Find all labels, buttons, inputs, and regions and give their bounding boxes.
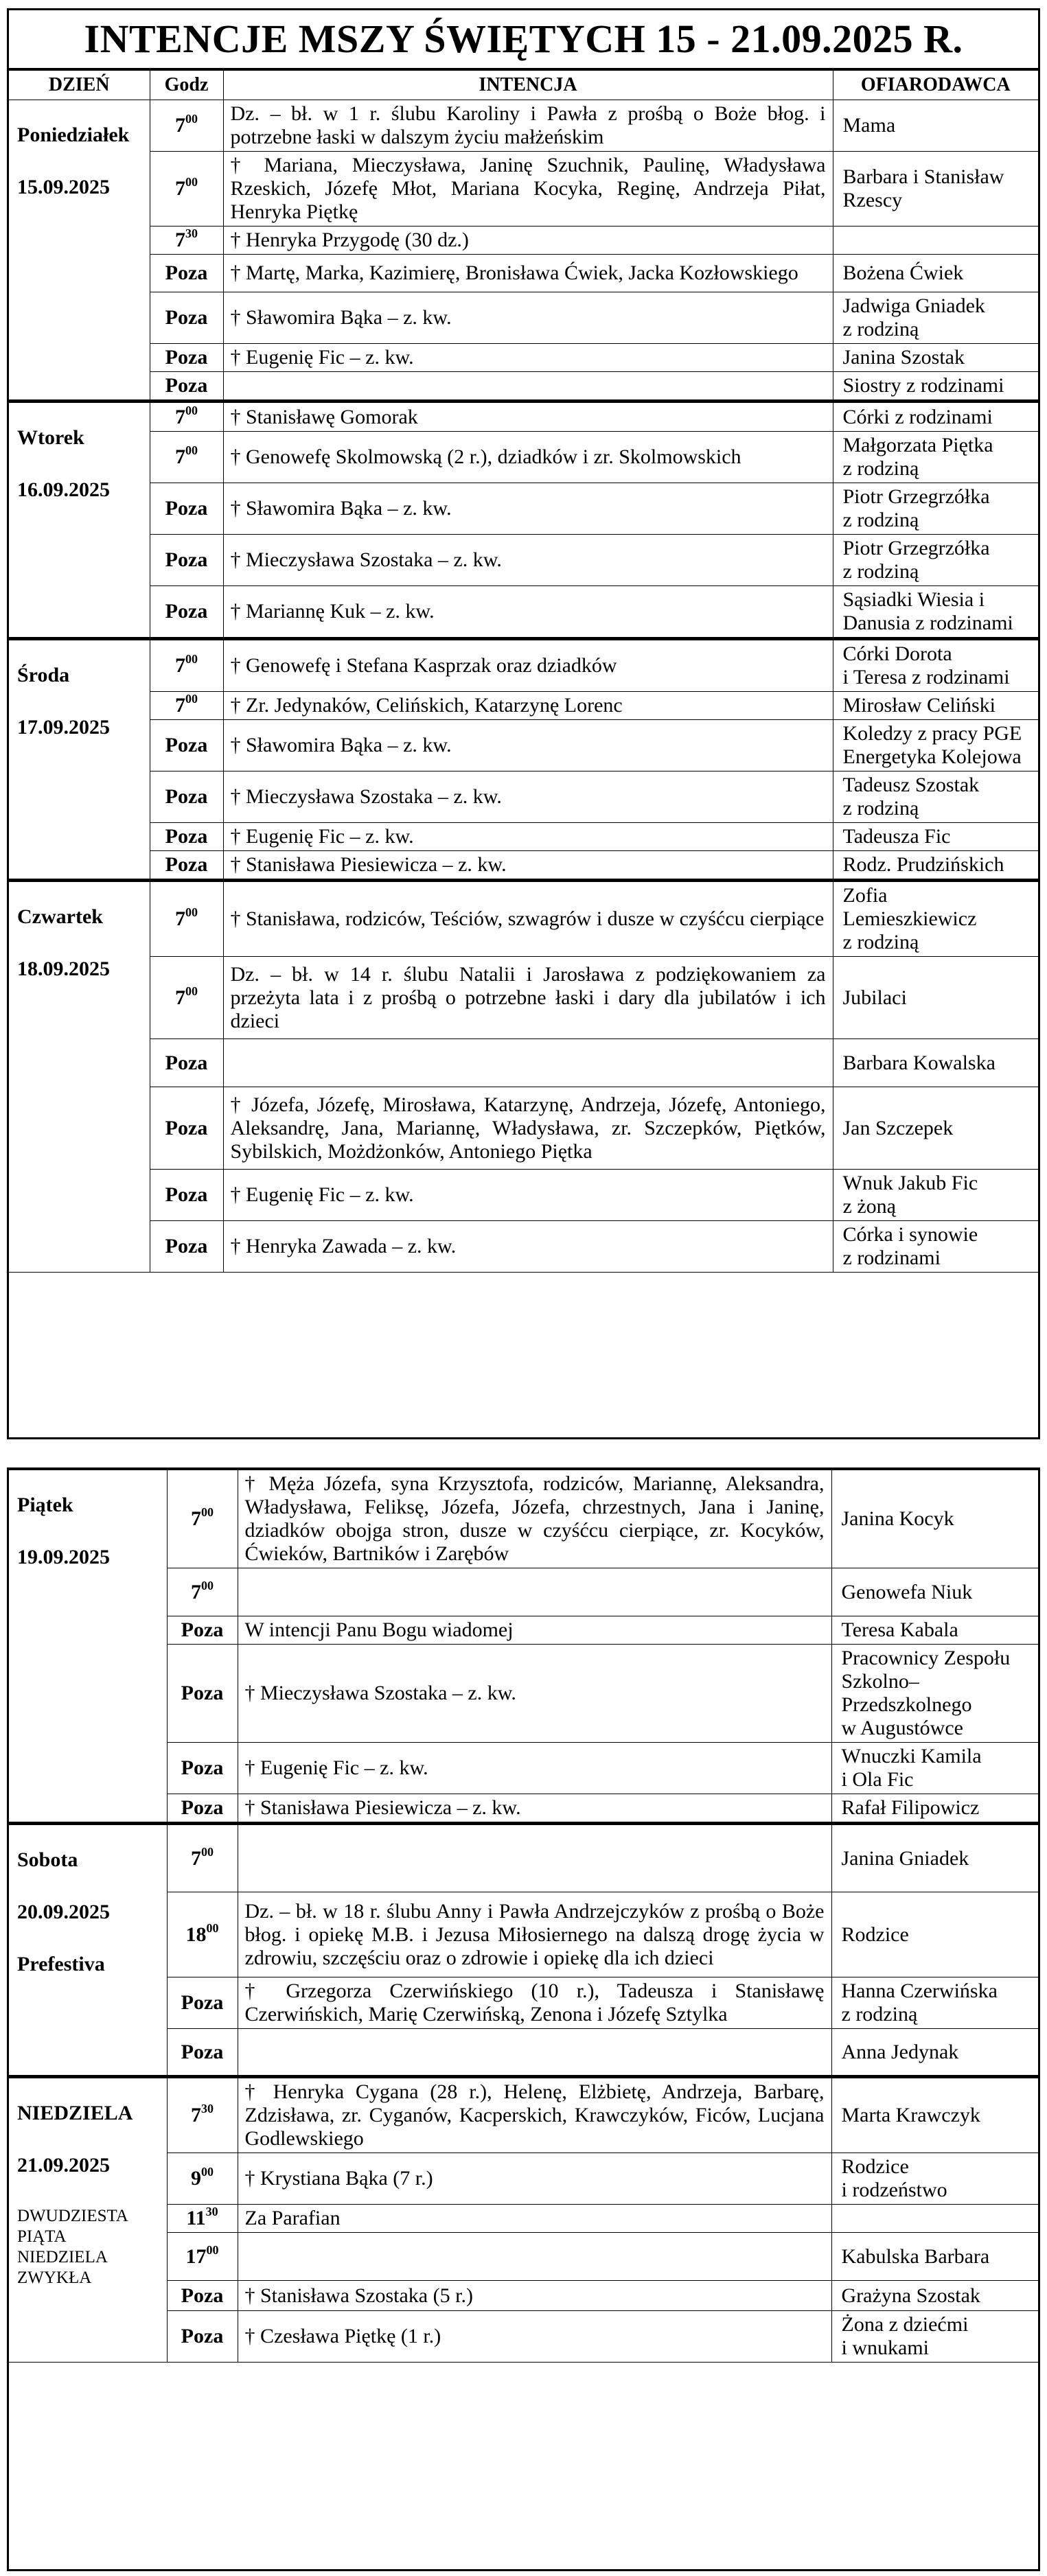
day-cell xyxy=(9,881,150,1273)
time-cell xyxy=(150,957,223,1039)
day-name: Poniedziałek xyxy=(17,124,130,146)
time-hour: 7 xyxy=(191,1507,201,1530)
time-hour: Poza xyxy=(181,2040,224,2063)
time-cell xyxy=(167,1824,238,1892)
time-cell xyxy=(150,100,223,152)
time-hour: Poza xyxy=(165,600,208,623)
intention-text: † Mariana, Mieczysława, Janinę Szuchnik, Paulinę, Władysława Rzeskich, Józefę Młot, Mariana Kocyka, Reginę, Andrzeja Piłat, Henryka Piętkę xyxy=(223,152,833,227)
intention-text: † Henryka Zawada – z. kw. xyxy=(223,1221,833,1273)
offerer-text: Anna Jedynak xyxy=(841,2040,959,2063)
offerer-text: Hanna Czerwińska z rodziną xyxy=(841,1980,998,2026)
time-cell xyxy=(167,2233,238,2281)
intention-text: † Męża Józefa, syna Krzysztofa, rodziców, Mariannę, Aleksandra, Władysława, Feliksę, Józefa, Józefa, chrzestnych, Jana i Janinę, dziadków obojga stron, dusze w czyśćcu cierpiące, zr. Kocyków, Ćwieków, Bartników i Zarębów xyxy=(238,1470,831,1568)
day-date: 17.09.2025 xyxy=(17,716,110,739)
time-cell xyxy=(150,152,223,227)
offerer-cell xyxy=(833,1221,1038,1273)
offerer-cell xyxy=(831,1743,1038,1794)
time-hour: Poza xyxy=(165,825,208,848)
offerer-cell xyxy=(833,372,1038,402)
offerer-cell xyxy=(833,152,1038,227)
offerer-cell xyxy=(833,692,1038,720)
offerer-cell xyxy=(831,2205,1038,2233)
time-cell xyxy=(167,1892,238,1977)
intention-row xyxy=(9,432,1038,483)
time-cell xyxy=(150,1170,223,1221)
time-hour: 17 xyxy=(185,2244,207,2268)
time-hour: Poza xyxy=(165,734,208,756)
time-cell xyxy=(150,344,223,372)
time-hour: Poza xyxy=(165,785,208,808)
header-day: DZIEŃ xyxy=(9,71,150,100)
time-hour: 7 xyxy=(175,445,185,468)
offerer-text: Rodz. Prudzińskich xyxy=(842,853,1004,876)
intention-text xyxy=(223,372,833,402)
time-cell xyxy=(150,771,223,823)
intention-row xyxy=(9,1470,1038,1568)
time-cell xyxy=(150,1039,223,1087)
intention-text: † Mariannę Kuk – z. kw. xyxy=(223,586,833,639)
intention-text: † Henryka Cygana (28 r.), Helenę, Elżbietę, Andrzeja, Barbarę, Zdzisława, zr. Cyganów, Kacperskich, Krawczyków, Ficów, Lucjana Godlewskiego xyxy=(238,2077,831,2153)
schedule-body xyxy=(9,100,1038,1273)
time-cell xyxy=(150,372,223,402)
offerer-text: Żona z dziećmi i wnukami xyxy=(841,2313,969,2359)
time-cell xyxy=(150,586,223,639)
intention-text: W intencji Panu Bogu wiadomej xyxy=(238,1616,831,1645)
time-cell xyxy=(150,292,223,344)
intention-row xyxy=(9,851,1038,881)
time-minutes: 30 xyxy=(185,227,198,240)
intention-text: † Krystiana Bąka (7 r.) xyxy=(238,2153,831,2205)
offerer-cell xyxy=(833,771,1038,823)
day-cell xyxy=(9,639,150,881)
offerer-text: Marta Krawczyk xyxy=(841,2104,980,2126)
time-hour: 7 xyxy=(175,654,185,677)
offerer-cell xyxy=(833,639,1038,692)
intention-text: † Mieczysława Szostaka – z. kw. xyxy=(238,1645,831,1743)
offerer-cell xyxy=(833,586,1038,639)
day-extra: Prefestiva xyxy=(17,1953,105,1975)
schedule-table xyxy=(9,1470,1038,2363)
day-name: Sobota xyxy=(17,1848,78,1871)
offerer-text: Grażyna Szostak xyxy=(841,2284,980,2307)
offerer-cell xyxy=(833,823,1038,851)
intention-row xyxy=(9,483,1038,535)
time-cell xyxy=(167,1743,238,1794)
intention-row xyxy=(9,957,1038,1039)
intention-text: † Henryka Przygodę (30 dz.) xyxy=(223,227,833,255)
intention-text: † Genowefę Skolmowską (2 r.), dziadków i zr. Skolmowskich xyxy=(223,432,833,483)
time-hour: 7 xyxy=(191,1846,201,1870)
intention-text xyxy=(238,2029,831,2077)
offerer-text: Koledzy z pracy PGE Energetyka Kolejowa xyxy=(842,722,1022,768)
offerer-cell xyxy=(831,1824,1038,1892)
time-hour: Poza xyxy=(165,1183,208,1206)
offerer-cell xyxy=(831,1568,1038,1616)
day-date: 21.09.2025 xyxy=(17,2154,110,2177)
time-cell xyxy=(167,2311,238,2363)
page-title: INTENCJE MSZY ŚWIĘTYCH 15 - 21.09.2025 R. xyxy=(9,10,1038,70)
time-hour: Poza xyxy=(165,1235,208,1257)
offerer-cell xyxy=(833,1087,1038,1170)
offerer-text: Janina Kocyk xyxy=(841,1507,954,1530)
time-minutes: 00 xyxy=(185,984,198,998)
time-hour: 7 xyxy=(175,986,185,1009)
offerer-cell xyxy=(833,881,1038,957)
time-hour: Poza xyxy=(181,2284,224,2307)
offerer-cell xyxy=(831,1977,1038,2029)
time-hour: 7 xyxy=(175,229,185,251)
intention-text: † Stanisławę Gomorak xyxy=(223,402,833,432)
time-hour: Poza xyxy=(165,346,208,369)
time-cell xyxy=(167,1645,238,1743)
intention-row xyxy=(9,639,1038,692)
time-hour: 18 xyxy=(185,1923,207,1946)
intention-text: † Eugenię Fic – z. kw. xyxy=(223,1170,833,1221)
intention-text: † Zr. Jedynaków, Celińskich, Katarzynę Lorenc xyxy=(223,692,833,720)
offerer-cell xyxy=(833,1039,1038,1087)
time-cell xyxy=(167,2281,238,2311)
intention-row xyxy=(9,771,1038,823)
offerer-text: Córka i synowie z rodzinami xyxy=(842,1223,978,1269)
time-hour: Poza xyxy=(165,548,208,571)
intention-row xyxy=(9,152,1038,227)
intention-text xyxy=(238,1824,831,1892)
day-note: DWUDZIESTA PIĄTA NIEDZIELA ZWYKŁA xyxy=(17,2207,128,2287)
intention-text: † Sławomira Bąka – z. kw. xyxy=(223,483,833,535)
offerer-cell xyxy=(833,255,1038,292)
schedule-table xyxy=(9,70,1038,1273)
intention-text: † Sławomira Bąka – z. kw. xyxy=(223,292,833,344)
offerer-text: Piotr Grzegrzółka z rodziną xyxy=(842,485,990,531)
time-cell xyxy=(167,1794,238,1824)
time-cell xyxy=(150,851,223,881)
time-cell xyxy=(167,2077,238,2153)
intention-text: † Martę, Marka, Kazimierę, Bronisława Ćwiek, Jacka Kozłowskiego xyxy=(223,255,833,292)
time-hour: Poza xyxy=(181,1756,224,1779)
intention-text: † Stanisława Piesiewicza – z. kw. xyxy=(238,1794,831,1824)
intention-text: † Mieczysława Szostaka – z. kw. xyxy=(223,535,833,586)
offerer-text: Rodzice i rodzeństwo xyxy=(841,2155,947,2201)
time-minutes: 00 xyxy=(185,692,198,706)
time-minutes: 00 xyxy=(206,1921,219,1935)
offerer-text: Piotr Grzegrzółka z rodziną xyxy=(842,537,990,583)
time-minutes: 00 xyxy=(201,1505,214,1519)
offerer-text: Kabulska Barbara xyxy=(841,2244,990,2268)
intention-text: Dz. – bł. w 14 r. ślubu Natalii i Jarosława z podziękowaniem za przeżyta lata i z prośbą o potrzebne łaski i dary dla jubilatów i ich dzieci xyxy=(223,957,833,1039)
intention-text: † Genowefę i Stefana Kasprzak oraz dziadków xyxy=(223,639,833,692)
time-hour: Poza xyxy=(181,1618,224,1641)
intention-text: † Stanisława Piesiewicza – z. kw. xyxy=(223,851,833,881)
time-cell xyxy=(167,2029,238,2077)
offerer-text: Bożena Ćwiek xyxy=(842,262,964,284)
time-cell xyxy=(167,2205,238,2233)
header-time: Godz xyxy=(150,71,223,100)
time-hour: 7 xyxy=(175,694,185,717)
offerer-text: Rafał Filipowicz xyxy=(841,1796,980,1819)
offerer-text: Barbara i Stanisław Rzescy xyxy=(842,165,1004,211)
offerer-text: Mama xyxy=(842,114,896,137)
intention-row xyxy=(9,227,1038,255)
intention-row xyxy=(9,1170,1038,1221)
offerer-text: Wnuk Jakub Fic z żoną xyxy=(842,1172,978,1218)
offerer-cell xyxy=(833,402,1038,432)
time-hour: 7 xyxy=(175,405,185,428)
time-minutes: 30 xyxy=(205,2205,218,2218)
time-minutes: 00 xyxy=(201,1578,214,1592)
day-name: Środa xyxy=(17,664,70,686)
intention-row xyxy=(9,255,1038,292)
day-name: Wtorek xyxy=(17,426,84,449)
day-date: 16.09.2025 xyxy=(17,478,110,501)
time-hour: Poza xyxy=(165,1116,208,1139)
time-hour: Poza xyxy=(165,497,208,520)
intention-text xyxy=(223,1039,833,1087)
time-cell xyxy=(150,432,223,483)
time-hour: 7 xyxy=(191,1580,201,1603)
intention-text: † Stanisława, rodziców, Teściów, szwagrów i dusze w czyśćcu cierpiące xyxy=(223,881,833,957)
schedule-page-2 xyxy=(7,1467,1040,2571)
offerer-cell xyxy=(831,2029,1038,2077)
time-cell xyxy=(150,639,223,692)
time-cell xyxy=(167,1977,238,2029)
offerer-text: Rodzice xyxy=(841,1923,909,1946)
offerer-text: Genowefa Niuk xyxy=(841,1580,973,1603)
time-cell xyxy=(150,535,223,586)
offerer-text: Janina Szostak xyxy=(842,346,965,369)
time-cell xyxy=(167,1568,238,1616)
time-hour: Poza xyxy=(165,262,208,284)
time-cell xyxy=(167,1470,238,1568)
intention-text: Dz. – bł. w 1 r. ślubu Karoliny i Pawła z prośbą o Boże błog. i potrzebne łaski w dalszym życiu małżeńskim xyxy=(223,100,833,152)
time-cell xyxy=(150,720,223,771)
offerer-cell xyxy=(833,292,1038,344)
day-name: Czwartek xyxy=(17,905,103,928)
intention-row xyxy=(9,586,1038,639)
offerer-cell xyxy=(831,1892,1038,1977)
day-cell xyxy=(9,2077,167,2363)
intention-text: † Eugenię Fic – z. kw. xyxy=(238,1743,831,1794)
offerer-text: Sąsiadki Wiesia i Danusia z rodzinami xyxy=(842,588,1013,634)
offerer-text: Janina Gniadek xyxy=(841,1846,969,1870)
time-hour: 9 xyxy=(191,2167,201,2190)
offerer-cell xyxy=(833,483,1038,535)
intention-text: † Mieczysława Szostaka – z. kw. xyxy=(223,771,833,823)
time-hour: 7 xyxy=(191,2104,201,2126)
time-cell xyxy=(167,2153,238,2205)
day-date: 18.09.2025 xyxy=(17,958,110,980)
day-cell xyxy=(9,1824,167,2077)
day-cell xyxy=(9,402,150,639)
header-offerer: OFIARODAWCA xyxy=(833,71,1038,100)
offerer-text: Jan Szczepek xyxy=(842,1116,954,1139)
time-hour: Poza xyxy=(165,853,208,876)
time-minutes: 00 xyxy=(185,112,198,126)
day-name: NIEDZIELA xyxy=(17,2102,133,2124)
time-minutes: 00 xyxy=(201,2165,214,2179)
offerer-cell xyxy=(831,1470,1038,1568)
time-hour: Poza xyxy=(181,1991,224,2014)
time-hour: 7 xyxy=(175,114,185,137)
time-minutes: 00 xyxy=(185,652,198,666)
time-minutes: 00 xyxy=(206,2242,219,2257)
time-minutes: 00 xyxy=(201,1844,214,1859)
intention-row xyxy=(9,720,1038,771)
offerer-text: Zofia Lemieszkiewicz z rodziną xyxy=(842,884,977,953)
time-cell xyxy=(150,881,223,957)
offerer-cell xyxy=(831,2311,1038,2363)
offerer-text: Pracownicy Zespołu Szkolno–Przedszkolnego w Augustówce xyxy=(841,1647,1011,1739)
intention-text: † Grzegorza Czerwińskiego (10 r.), Tadeusza i Stanisławę Czerwińskich, Marię Czerwińską, Zenona i Józefę Sztylka xyxy=(238,1977,831,2029)
intention-row xyxy=(9,344,1038,372)
day-name: Piątek xyxy=(17,1494,73,1516)
offerer-cell xyxy=(831,2233,1038,2281)
offerer-text: Tadeusza Fic xyxy=(842,825,951,848)
offerer-cell xyxy=(831,1645,1038,1743)
header-intention: INTENCJA xyxy=(223,71,833,100)
intention-row xyxy=(9,823,1038,851)
intention-text: Dz. – bł. w 18 r. ślubu Anny i Pawła Andrzejczyków z prośbą o Boże błog. i opiekę M.B. i Jezusa Miłosiernego na dalszą drogę życia w zdrowiu, szczęściu oraz o zdrowie i opiekę dla ich dzieci xyxy=(238,1892,831,1977)
day-cell xyxy=(9,100,150,402)
offerer-cell xyxy=(833,535,1038,586)
time-hour: Poza xyxy=(181,2325,224,2347)
time-hour: 11 xyxy=(186,2207,206,2229)
offerer-cell xyxy=(833,957,1038,1039)
offerer-text: Barbara Kowalska xyxy=(842,1051,996,1074)
offerer-cell xyxy=(831,2077,1038,2153)
time-cell xyxy=(150,227,223,255)
time-cell xyxy=(150,483,223,535)
intention-row xyxy=(9,1087,1038,1170)
time-minutes: 00 xyxy=(185,175,198,189)
intention-row xyxy=(9,1039,1038,1087)
schedule-page-1 xyxy=(7,8,1040,1439)
intention-row xyxy=(9,692,1038,720)
offerer-cell xyxy=(833,100,1038,152)
intention-row xyxy=(9,2077,1038,2153)
time-minutes: 00 xyxy=(185,905,198,919)
time-hour: 7 xyxy=(175,907,185,930)
offerer-cell xyxy=(831,1616,1038,1645)
intention-text: † Józefa, Józefę, Mirosława, Katarzynę, Andrzeja, Józefę, Antoniego, Aleksandrę, Jana, Mariannę, Władysława, zr. Szczepków, Piętków, Sybilskich, Możdżonków, Antoniego Piętka xyxy=(223,1087,833,1170)
offerer-cell xyxy=(833,227,1038,255)
offerer-cell xyxy=(833,344,1038,372)
intention-row xyxy=(9,100,1038,152)
intention-row xyxy=(9,881,1038,957)
offerer-text: Jadwiga Gniadek z rodziną xyxy=(842,294,985,340)
offerer-text: Teresa Kabala xyxy=(841,1618,958,1641)
offerer-text: Jubilaci xyxy=(842,986,907,1009)
intention-text xyxy=(238,1568,831,1616)
intention-row xyxy=(9,402,1038,432)
intention-text: Za Parafian xyxy=(238,2205,831,2233)
time-cell xyxy=(150,823,223,851)
offerer-cell xyxy=(831,2281,1038,2311)
offerer-cell xyxy=(833,720,1038,771)
offerer-cell xyxy=(833,851,1038,881)
day-date: 15.09.2025 xyxy=(17,176,110,198)
offerer-text: Mirosław Celiński xyxy=(842,694,996,717)
offerer-text: Tadeusz Szostak z rodziną xyxy=(842,774,980,820)
day-date: 20.09.2025 xyxy=(17,1901,110,1923)
time-minutes: 30 xyxy=(201,2102,214,2115)
intention-text: † Stanisława Szostaka (5 r.) xyxy=(238,2281,831,2311)
time-cell xyxy=(150,402,223,432)
time-hour: Poza xyxy=(181,1796,224,1819)
day-date: 19.09.2025 xyxy=(17,1546,110,1568)
intention-text: † Sławomira Bąka – z. kw. xyxy=(223,720,833,771)
time-hour: 7 xyxy=(175,177,185,200)
intention-text: † Eugenię Fic – z. kw. xyxy=(223,344,833,372)
offerer-cell xyxy=(833,1170,1038,1221)
time-minutes: 00 xyxy=(185,443,198,457)
offerer-cell xyxy=(831,1794,1038,1824)
time-cell xyxy=(150,1087,223,1170)
intention-row xyxy=(9,372,1038,402)
intention-row xyxy=(9,1824,1038,1892)
time-hour: Poza xyxy=(181,1682,224,1704)
time-cell xyxy=(150,692,223,720)
time-cell xyxy=(150,255,223,292)
intention-text xyxy=(238,2233,831,2281)
time-cell xyxy=(150,1221,223,1273)
time-minutes: 00 xyxy=(185,403,198,417)
intention-row xyxy=(9,535,1038,586)
offerer-text: Córki Dorota i Teresa z rodzinami xyxy=(842,642,1010,688)
offerer-text: Siostry z rodzinami xyxy=(842,374,1004,397)
time-hour: Poza xyxy=(165,306,208,329)
offerer-cell xyxy=(831,2153,1038,2205)
offerer-cell xyxy=(833,432,1038,483)
intention-text: † Eugenię Fic – z. kw. xyxy=(223,823,833,851)
offerer-text: Małgorzata Piętka z rodziną xyxy=(842,434,993,480)
time-cell xyxy=(167,1616,238,1645)
schedule-body xyxy=(9,1470,1038,2363)
time-hour: Poza xyxy=(165,374,208,397)
intention-text: † Czesława Piętkę (1 r.) xyxy=(238,2311,831,2363)
intention-row xyxy=(9,292,1038,344)
header-row xyxy=(9,71,1038,100)
offerer-text: Wnuczki Kamila i Ola Fic xyxy=(841,1745,982,1791)
day-cell xyxy=(9,1470,167,1824)
offerer-text: Córki z rodzinami xyxy=(842,405,993,428)
intention-row xyxy=(9,1221,1038,1273)
time-hour: Poza xyxy=(165,1051,208,1074)
